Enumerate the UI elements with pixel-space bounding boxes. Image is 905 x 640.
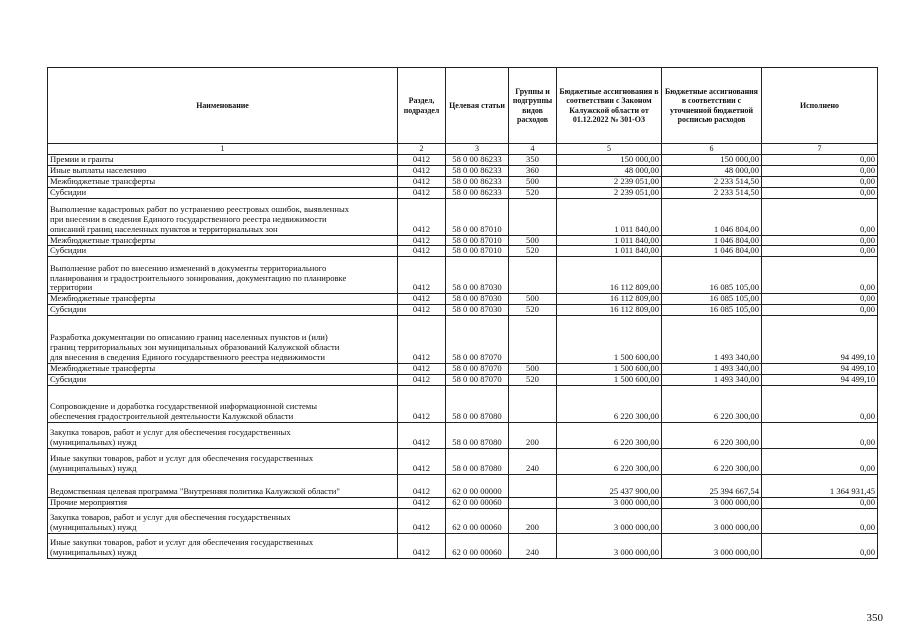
cell-name: Межбюджетные трансферты xyxy=(48,294,398,305)
cell-section: 0412 xyxy=(398,187,446,198)
cell-target: 62 0 00 00060 xyxy=(446,497,509,508)
cell-name: Иные выплаты населению xyxy=(48,165,398,176)
cell-law: 3 000 000,00 xyxy=(557,533,662,558)
table-row xyxy=(48,305,878,316)
table-row xyxy=(48,235,878,246)
cell-group: 520 xyxy=(509,374,557,385)
cell-target: 58 0 00 86233 xyxy=(446,176,509,187)
cell-group xyxy=(509,385,557,422)
cell-target: 58 0 00 87070 xyxy=(446,364,509,375)
cell-section: 0412 xyxy=(398,448,446,474)
cell-group: 500 xyxy=(509,235,557,246)
cell-group: 360 xyxy=(509,165,557,176)
header-executed: Исполнено xyxy=(762,68,878,144)
cell-name: Сопровождение и доработка государственной информационной системы обеспечения градостроительной деятельности Калужской области xyxy=(48,385,398,422)
cell-refined: 1 493 340,00 xyxy=(662,316,762,364)
cell-executed: 0,00 xyxy=(762,422,878,448)
column-number: 6 xyxy=(662,144,762,155)
cell-group: 520 xyxy=(509,246,557,257)
table-row xyxy=(48,474,878,497)
column-number: 1 xyxy=(48,144,398,155)
table-row xyxy=(48,165,878,176)
cell-executed: 1 364 931,45 xyxy=(762,474,878,497)
table-row xyxy=(48,448,878,474)
cell-section: 0412 xyxy=(398,235,446,246)
table-row xyxy=(48,294,878,305)
cell-executed: 0,00 xyxy=(762,176,878,187)
cell-name: Межбюджетные трансферты xyxy=(48,364,398,375)
header-name: Наименование xyxy=(48,68,398,144)
cell-refined: 6 220 300,00 xyxy=(662,385,762,422)
cell-law: 1 011 840,00 xyxy=(557,246,662,257)
cell-section: 0412 xyxy=(398,497,446,508)
table-row xyxy=(48,385,878,422)
cell-section: 0412 xyxy=(398,385,446,422)
cell-section: 0412 xyxy=(398,176,446,187)
cell-law: 150 000,00 xyxy=(557,155,662,166)
cell-executed: 0,00 xyxy=(762,165,878,176)
cell-name: Премии и гранты xyxy=(48,155,398,166)
cell-executed: 0,00 xyxy=(762,533,878,558)
cell-refined: 1 046 804,00 xyxy=(662,235,762,246)
cell-refined: 48 000,00 xyxy=(662,165,762,176)
cell-section: 0412 xyxy=(398,533,446,558)
cell-section: 0412 xyxy=(398,374,446,385)
cell-law: 16 112 809,00 xyxy=(557,294,662,305)
cell-target: 58 0 00 87080 xyxy=(446,448,509,474)
header-refined-allocations: Бюджетные ассигнования в соответствии с уточненной бюджетной росписью расходов xyxy=(662,68,762,144)
cell-refined: 3 000 000,00 xyxy=(662,508,762,533)
cell-name: Субсидии xyxy=(48,187,398,198)
cell-law: 16 112 809,00 xyxy=(557,257,662,294)
cell-law: 6 220 300,00 xyxy=(557,422,662,448)
cell-target: 62 0 00 00060 xyxy=(446,508,509,533)
cell-refined: 2 233 514,50 xyxy=(662,187,762,198)
cell-refined: 1 493 340,00 xyxy=(662,374,762,385)
cell-group: 500 xyxy=(509,294,557,305)
table-row xyxy=(48,198,878,235)
cell-law: 1 011 840,00 xyxy=(557,198,662,235)
cell-target: 58 0 00 87080 xyxy=(446,385,509,422)
cell-executed: 0,00 xyxy=(762,448,878,474)
cell-law: 1 500 600,00 xyxy=(557,374,662,385)
cell-name: Закупка товаров, работ и услуг для обеспечения государственных (муниципальных) нужд xyxy=(48,508,398,533)
cell-executed: 0,00 xyxy=(762,508,878,533)
header-row xyxy=(48,68,878,144)
cell-section: 0412 xyxy=(398,294,446,305)
table-row xyxy=(48,257,878,294)
cell-law: 1 500 600,00 xyxy=(557,364,662,375)
header-groups: Группы и подгруппы видов расходов xyxy=(509,68,557,144)
cell-target: 58 0 00 87080 xyxy=(446,422,509,448)
cell-target: 62 0 00 00000 xyxy=(446,474,509,497)
cell-executed: 0,00 xyxy=(762,198,878,235)
cell-name: Субсидии xyxy=(48,305,398,316)
cell-name: Закупка товаров, работ и услуг для обеспечения государственных (муниципальных) нужд xyxy=(48,422,398,448)
cell-name: Иные закупки товаров, работ и услуг для обеспечения государственных (муниципальных) нужд xyxy=(48,533,398,558)
column-number-row xyxy=(48,144,878,155)
cell-name: Субсидии xyxy=(48,246,398,257)
cell-refined: 2 233 514,50 xyxy=(662,176,762,187)
cell-group: 240 xyxy=(509,533,557,558)
cell-refined: 16 085 105,00 xyxy=(662,257,762,294)
cell-law: 48 000,00 xyxy=(557,165,662,176)
cell-group xyxy=(509,316,557,364)
cell-name: Выполнение кадастровых работ по устранению реестровых ошибок, выявленных при внесении в сведения Единого государственного реестра недвижимости описаний границ населенных пунктов и территориальных зон xyxy=(48,198,398,235)
table-row xyxy=(48,422,878,448)
cell-executed: 0,00 xyxy=(762,385,878,422)
cell-group xyxy=(509,474,557,497)
cell-section: 0412 xyxy=(398,198,446,235)
cell-name: Разработка документации по описанию границ населенных пунктов и (или) границ территориальных зон муниципальных образований Калужской области для внесения в сведения Единого государственного реестра недвижимости xyxy=(48,316,398,364)
cell-target: 58 0 00 87010 xyxy=(446,235,509,246)
table-row xyxy=(48,508,878,533)
budget-table xyxy=(47,67,878,559)
column-number: 2 xyxy=(398,144,446,155)
cell-section: 0412 xyxy=(398,155,446,166)
cell-group: 520 xyxy=(509,305,557,316)
cell-section: 0412 xyxy=(398,364,446,375)
table-row xyxy=(48,187,878,198)
cell-refined: 25 394 667,54 xyxy=(662,474,762,497)
cell-name: Межбюджетные трансферты xyxy=(48,235,398,246)
cell-refined: 150 000,00 xyxy=(662,155,762,166)
cell-executed: 0,00 xyxy=(762,246,878,257)
cell-group: 200 xyxy=(509,422,557,448)
cell-law: 2 239 051,00 xyxy=(557,187,662,198)
cell-group: 500 xyxy=(509,364,557,375)
cell-law: 3 000 000,00 xyxy=(557,497,662,508)
cell-name: Иные закупки товаров, работ и услуг для обеспечения государственных (муниципальных) нужд xyxy=(48,448,398,474)
cell-refined: 16 085 105,00 xyxy=(662,294,762,305)
cell-executed: 0,00 xyxy=(762,497,878,508)
cell-group xyxy=(509,257,557,294)
cell-section: 0412 xyxy=(398,474,446,497)
cell-group: 520 xyxy=(509,187,557,198)
page-number: 350 xyxy=(866,612,883,624)
cell-section: 0412 xyxy=(398,508,446,533)
cell-refined: 1 493 340,00 xyxy=(662,364,762,375)
cell-law: 2 239 051,00 xyxy=(557,176,662,187)
cell-section: 0412 xyxy=(398,422,446,448)
cell-name: Субсидии xyxy=(48,374,398,385)
cell-executed: 94 499,10 xyxy=(762,364,878,375)
cell-executed: 0,00 xyxy=(762,235,878,246)
cell-group: 200 xyxy=(509,508,557,533)
cell-refined: 16 085 105,00 xyxy=(662,305,762,316)
header-target: Целевая статьи xyxy=(446,68,509,144)
cell-executed: 94 499,10 xyxy=(762,316,878,364)
cell-section: 0412 xyxy=(398,257,446,294)
cell-name: Межбюджетные трансферты xyxy=(48,176,398,187)
table-row xyxy=(48,364,878,375)
cell-law: 1 500 600,00 xyxy=(557,316,662,364)
cell-executed: 0,00 xyxy=(762,294,878,305)
cell-executed: 0,00 xyxy=(762,187,878,198)
cell-target: 58 0 00 87070 xyxy=(446,316,509,364)
cell-section: 0412 xyxy=(398,246,446,257)
cell-refined: 6 220 300,00 xyxy=(662,422,762,448)
cell-law: 3 000 000,00 xyxy=(557,508,662,533)
cell-target: 58 0 00 87030 xyxy=(446,257,509,294)
header-section: Раздел, подраздел xyxy=(398,68,446,144)
cell-section: 0412 xyxy=(398,305,446,316)
cell-executed: 94 499,10 xyxy=(762,374,878,385)
table-row xyxy=(48,533,878,558)
table-row xyxy=(48,497,878,508)
column-number: 7 xyxy=(762,144,878,155)
cell-name: Выполнение работ по внесению изменений в документы территориального планирования и градостроительного зонирования, документацию по планировке территории xyxy=(48,257,398,294)
cell-target: 58 0 00 86233 xyxy=(446,187,509,198)
cell-group: 500 xyxy=(509,176,557,187)
cell-section: 0412 xyxy=(398,316,446,364)
cell-group: 350 xyxy=(509,155,557,166)
cell-target: 58 0 00 87030 xyxy=(446,294,509,305)
cell-refined: 3 000 000,00 xyxy=(662,533,762,558)
table-row xyxy=(48,176,878,187)
cell-target: 58 0 00 87070 xyxy=(446,374,509,385)
table-row xyxy=(48,374,878,385)
cell-refined: 1 046 804,00 xyxy=(662,246,762,257)
cell-law: 25 437 900,00 xyxy=(557,474,662,497)
cell-target: 58 0 00 87030 xyxy=(446,305,509,316)
cell-target: 62 0 00 00060 xyxy=(446,533,509,558)
cell-group xyxy=(509,497,557,508)
column-number: 4 xyxy=(509,144,557,155)
cell-executed: 0,00 xyxy=(762,155,878,166)
cell-law: 1 011 840,00 xyxy=(557,235,662,246)
cell-group: 240 xyxy=(509,448,557,474)
cell-executed: 0,00 xyxy=(762,305,878,316)
cell-target: 58 0 00 87010 xyxy=(446,198,509,235)
table-row xyxy=(48,155,878,166)
cell-name: Ведомственная целевая программа "Внутренняя политика Калужской области" xyxy=(48,474,398,497)
cell-group xyxy=(509,198,557,235)
cell-refined: 1 046 804,00 xyxy=(662,198,762,235)
table-row xyxy=(48,316,878,364)
cell-law: 6 220 300,00 xyxy=(557,385,662,422)
table-row xyxy=(48,246,878,257)
cell-law: 6 220 300,00 xyxy=(557,448,662,474)
table-body xyxy=(48,155,878,559)
cell-target: 58 0 00 86233 xyxy=(446,165,509,176)
cell-refined: 6 220 300,00 xyxy=(662,448,762,474)
cell-section: 0412 xyxy=(398,165,446,176)
header-law-allocations: Бюджетные ассигнования в соответствии с Законом Калужской области от 01.12.2022 № 301-ОЗ xyxy=(557,68,662,144)
cell-target: 58 0 00 86233 xyxy=(446,155,509,166)
column-number: 3 xyxy=(446,144,509,155)
cell-target: 58 0 00 87010 xyxy=(446,246,509,257)
cell-refined: 3 000 000,00 xyxy=(662,497,762,508)
cell-law: 16 112 809,00 xyxy=(557,305,662,316)
column-number: 5 xyxy=(557,144,662,155)
cell-executed: 0,00 xyxy=(762,257,878,294)
cell-name: Прочие мероприятия xyxy=(48,497,398,508)
